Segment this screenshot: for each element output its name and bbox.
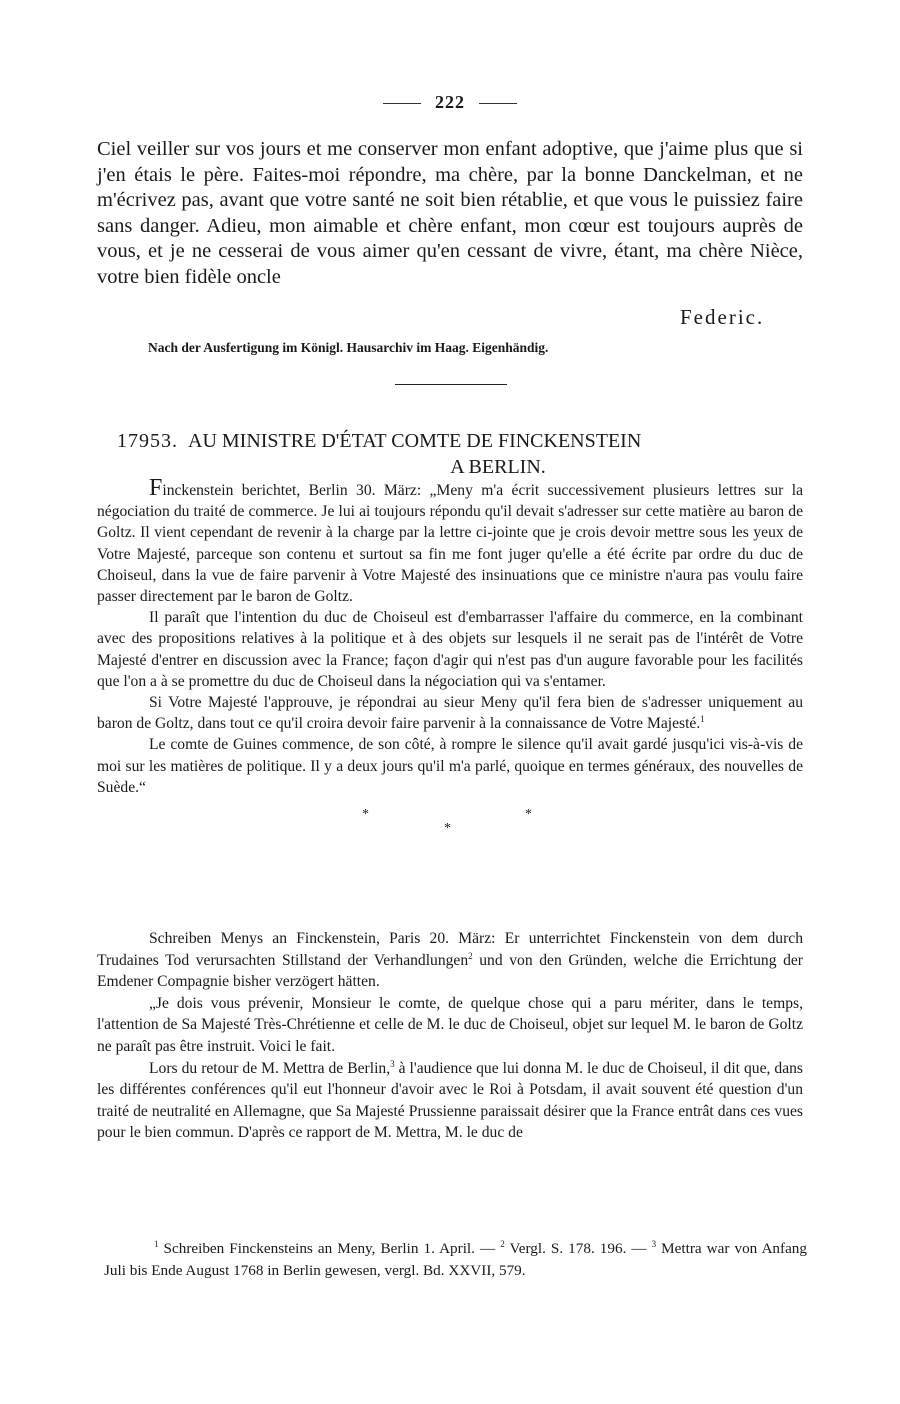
letter-closing <box>97 137 803 291</box>
page-number: 222 <box>0 92 900 113</box>
heading-line-1: AU MINISTRE D'ÉTAT COMTE DE FINCKENSTEIN <box>188 430 642 452</box>
report-paragraph-2: Il paraît que l'intention du duc de Choiseul est d'embarrasser l'affaire du commerce, en la combinant avec des propositions relatives à la politique et à des objets sur lesquels il ne serait pas de l'intérêt de Votre Majesté d'entrer en discussion avec la France; façon d'agir qui n'est pas d'un augure favorable pour les facilités que l'on a à se promettre du duc de Choiseul dans la négociation qui va s'entamer. <box>97 609 803 690</box>
page-number-dash-right <box>479 103 517 104</box>
report-paragraph-4: Le comte de Guines commence, de son côté, à rompre le silence qu'il avait gardé jusqu'ici vis-à-vis de moi sur les matières de politique. Il y a deux jours qu'il m'a parlé, quoique en termes généraux, des nouvelles de Suède.“ <box>97 736 803 796</box>
letter-heading <box>97 428 803 480</box>
meny-paragraph-2: „Je dois vous prévenir, Monsieur le comte, de quelque chose qui a paru mériter, dans le temps, l'attention de Sa Majesté Très-Chrétienne et celle de M. le duc de Choiseul, objet sur lequel M. le baron de Goltz ne paraît pas être instruit. Voici le fait. <box>97 994 803 1055</box>
footnote-ref-2: 2 <box>468 950 473 961</box>
heading-line-2: A BERLIN. <box>450 456 546 478</box>
meny-paragraph-3: Lors du retour de M. Mettra de Berlin,$^3$ à l'audience que lui donna M. le duc de Choiseul, il dit que, dans les différentes conférences qu'il eut l'honneur d'avoir avec le Roi à Potsdam, il avait souvent été question d'un traité de neutralité en Allemagne, que Sa Majesté Prussienne paraissait désirer que la France entrât dans ces vues pour le bien commun. D'après ce rapport de M. Mettra, M. le duc de <box>97 1058 803 1142</box>
footnote-ref-3: 3 <box>390 1058 395 1069</box>
footnotes <box>104 1238 807 1281</box>
asterism <box>97 798 803 837</box>
report-paragraph-1: Finckenstein berichtet, Berlin 30. März: „Meny m'a écrit successivement plusieurs lettres sur la négociation du traité de commerce. Je lui ai toujours répondu qu'il devait s'adresser sur cette matière au baron de Goltz. Il vient cependant de revenir à la charge par la lettre ci-jointe que je crois devoir mettre sous les yeux de Votre Majesté, parceque son contenu et surtout sa fin me font juger qu'elle a été écrite par ordre du duc de Choiseul, dans la vue de faire parvenir à Votre Majesté des insinuations que ce ministre n'aura pas voulu faire passer directement par le baron de Goltz. <box>97 475 803 606</box>
page-number-dash-left <box>383 103 421 104</box>
asterism-star-2: * <box>444 821 451 837</box>
meny-paragraph-1: Schreiben Menys an Finckenstein, Paris 20. März: Er unterrichtet Finckenstein von dem durch Trudaines Tod verursachten Stillstand der Verhandlungen$^2$ und von den Gründen, welche die Errichtung der Emdener Compagnie bisher verzögert hätten. <box>97 930 803 991</box>
report-body <box>97 475 803 837</box>
signature: Federic. <box>680 305 765 329</box>
asterism-star-3: * <box>525 807 532 823</box>
drop-cap: F <box>149 475 163 501</box>
footnote-ref-1: 1 <box>700 714 705 725</box>
section-divider <box>395 384 507 385</box>
source-note: Nach der Ausfertigung im Königl. Hausarchiv im Haag. Eigenhändig. <box>148 340 549 355</box>
meny-section <box>97 928 803 1144</box>
letter-text: Ciel veiller sur vos jours et me conserver mon enfant adoptive, que j'aime plus que si j'en étais le père. Faites-moi répondre, ma chère, par la bonne Danckelman, et ne m'écrivez pas, avant que votre santé ne soit bien rétablie, et que vous le puissiez faire sans danger. Adieu, mon aimable et chère enfant, mon cœur est toujours auprès de vous, et je ne cesserai de vous aimer qu'en cessant de vivre, étant, ma chère Nièce, votre bien fidèle oncle <box>97 138 803 288</box>
footnote-text: $^1$ Schreiben Finckensteins an Meny, Berlin 1. April. — $^2$ Vergl. S. 178. 196. — $^3$ Mettra war von Anfang Juli bis Ende August 1768 in Berlin gewesen, vergl. Bd. XXVII, 579. <box>104 1238 807 1279</box>
asterism-star-1: * <box>362 807 369 823</box>
letter-number: 17953. <box>117 430 178 452</box>
report-paragraph-3: Si Votre Majesté l'approuve, je répondrai au sieur Meny qu'il fera bien de s'adresser uniquement au baron de Goltz, dans tout ce qu'il croira devoir faire parvenir à la connaissance de Votre Majesté.$^1$ <box>97 694 803 733</box>
